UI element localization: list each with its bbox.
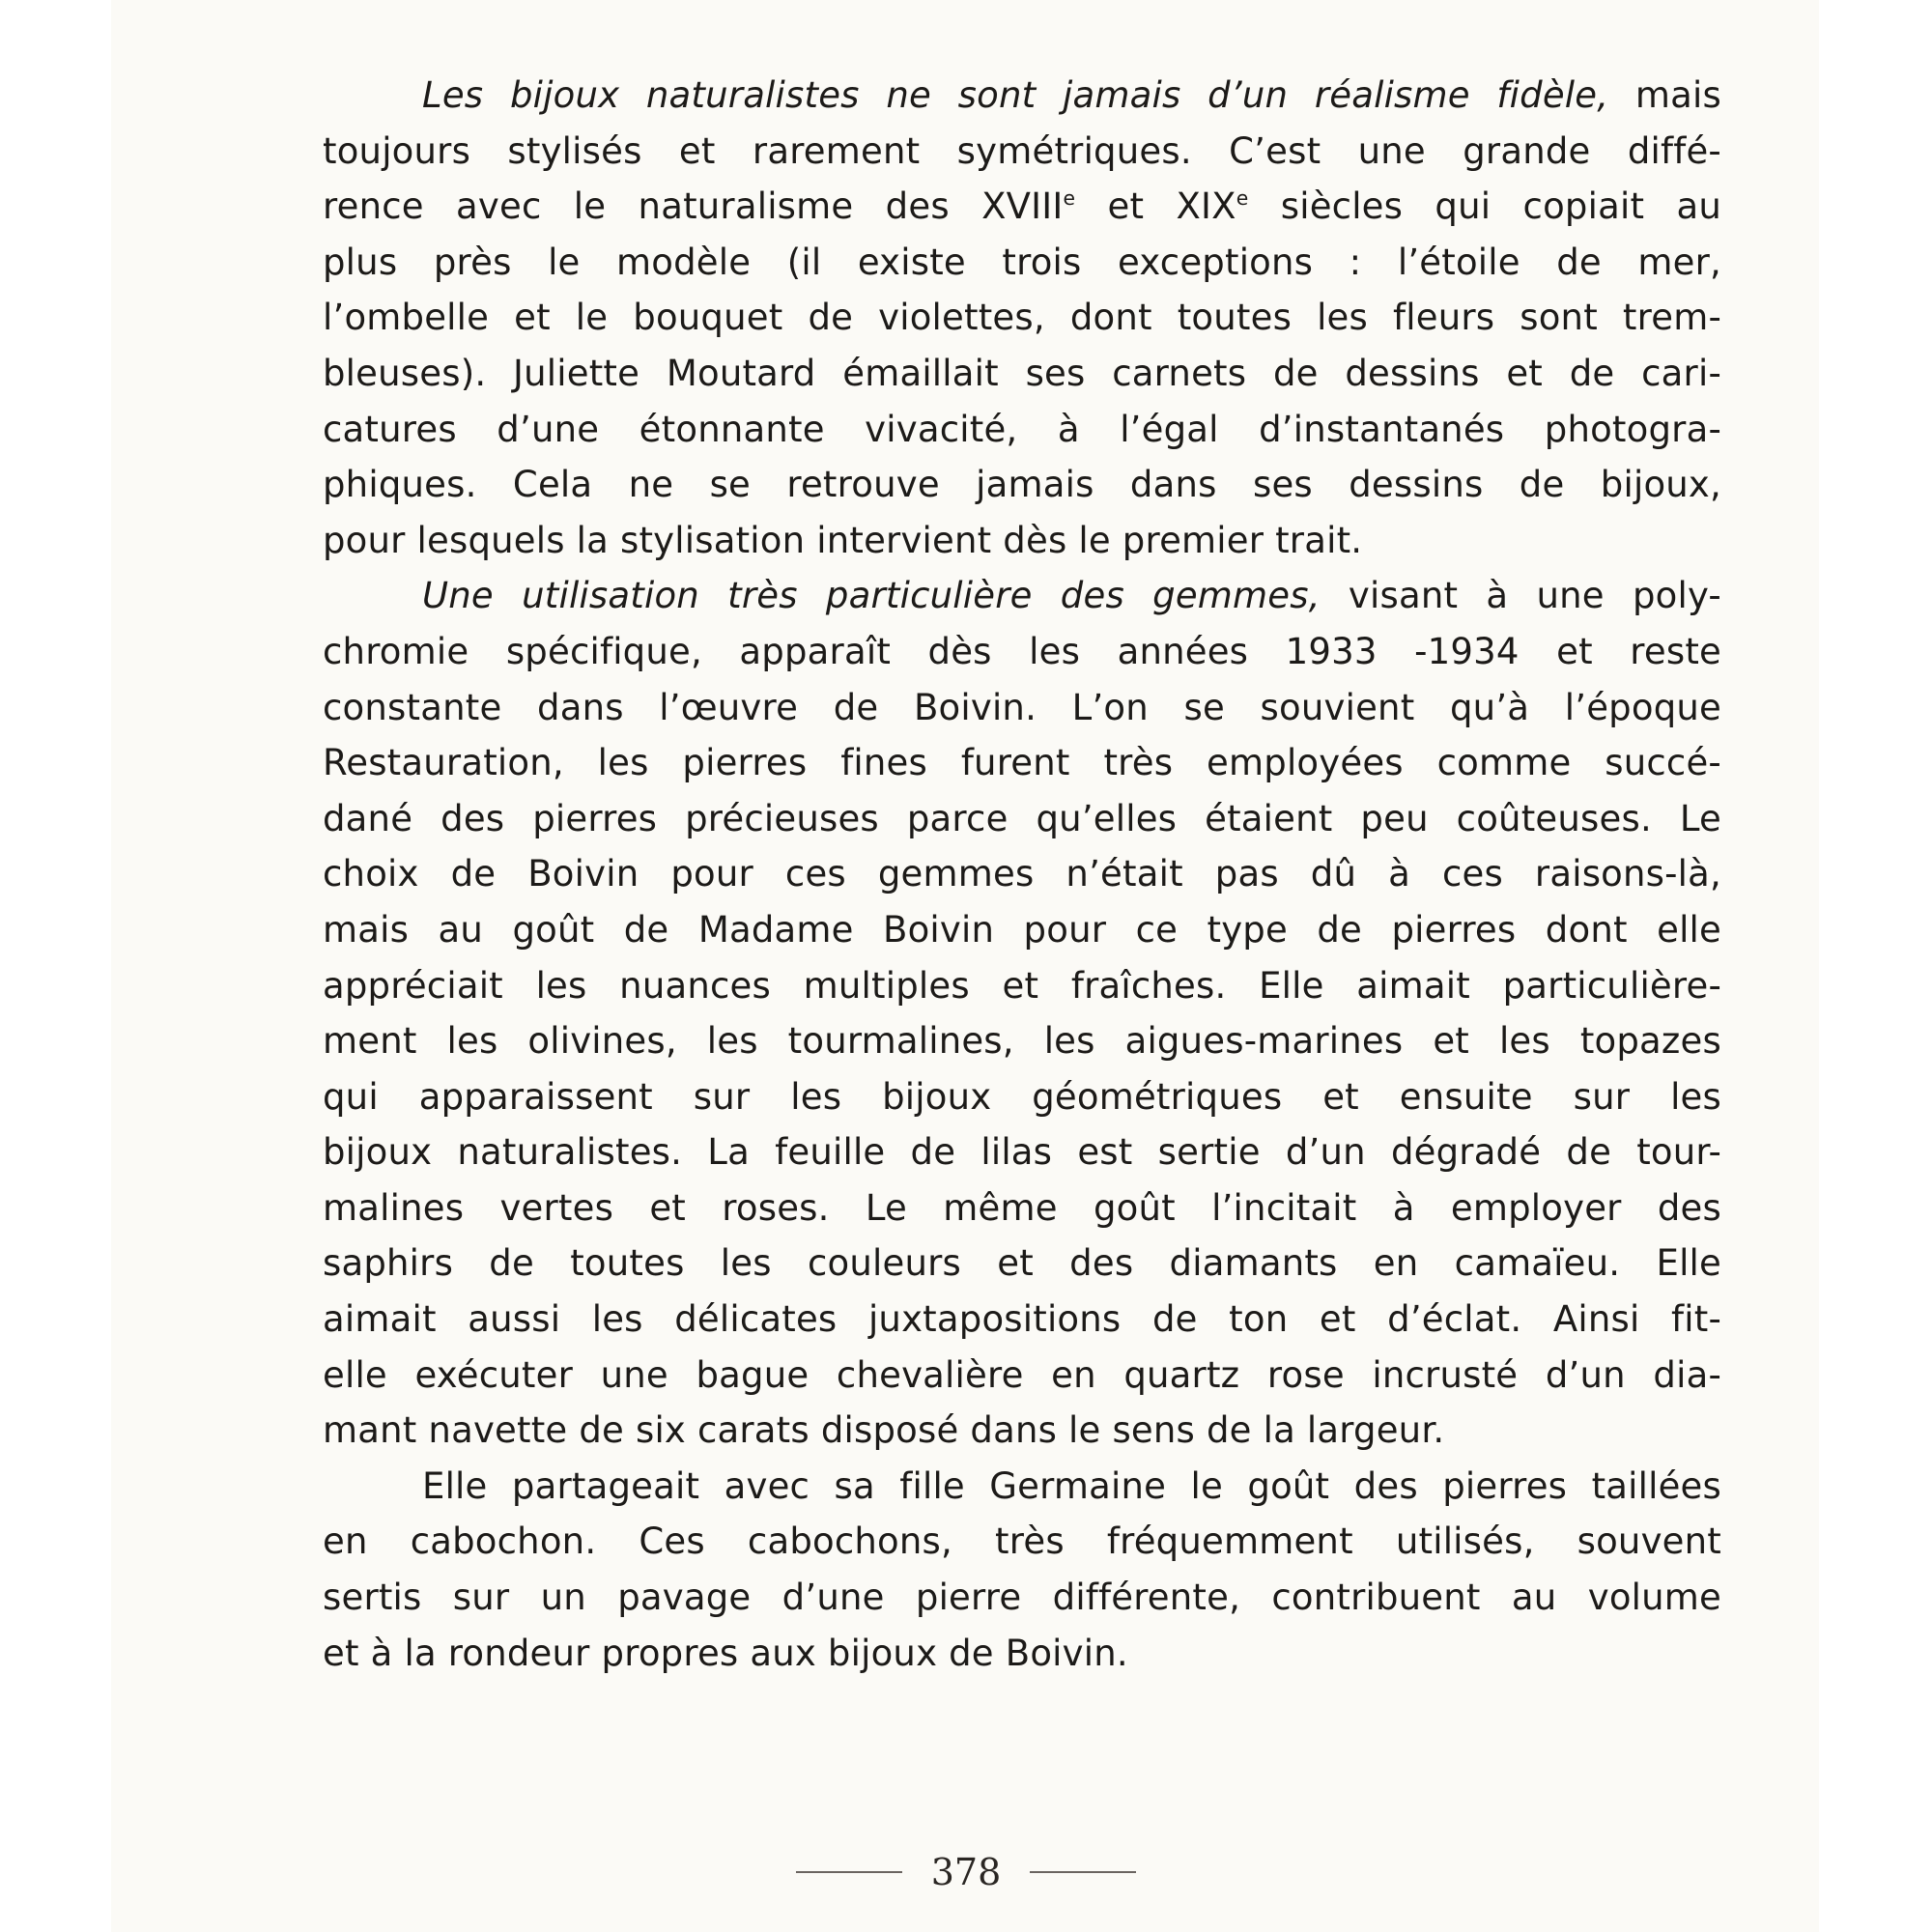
text-line: malines vertes et roses. Le même goût l’incitait à employer des [323,1186,1721,1229]
text-line [323,68,1721,124]
text-line: mais au goût de Madame Boivin pour ce type de pierres dont elle [323,908,1721,951]
text-line: sertis sur un pavage d’une pierre différente, contribuent au volume [323,1577,1721,1619]
italic-lead: Les bijoux naturalistes ne sont jamais d’un réalisme fidèle, [422,74,1609,116]
text-line: Elle partageait avec sa fille Germaine le goût des pierres taillées [422,1464,1721,1507]
page-number: 378 [930,1851,1002,1893]
text-line: toujours stylisés et rarement symétriques. C’est une grande diffé- [323,129,1721,172]
text-line: saphirs de toutes les couleurs et des diamants en camaïeu. Elle [323,1242,1721,1285]
text-line: mant navette de six carats disposé dans le sens de la largeur. [323,1409,1445,1452]
text-line: aimait aussi les délicates juxtapositions de ton et d’éclat. Ainsi fit- [323,1298,1721,1341]
text-line: appréciait les nuances multiples et fraîches. Elle aimait particulière- [323,964,1721,1007]
line-text: siècles qui copiait au [1248,185,1721,228]
line-text: et XIX [1075,185,1236,228]
paragraph-1 [323,68,1721,568]
right-rule [1030,1871,1136,1873]
text-line: catures d’une étonnante vivacité, à l’égal d’instantanés photogra- [323,408,1721,450]
superscript: e [1063,185,1076,210]
paragraph-2 [323,568,1721,1459]
body-text [323,68,1721,1681]
left-rule [796,1871,902,1873]
text-line: bijoux naturalistes. La feuille de lilas est sertie d’un dégradé de tour- [323,1131,1721,1174]
text-line: chromie spécifique, apparaît dès les années 1933 -1934 et reste [323,630,1721,672]
line-text: mais [1608,74,1721,116]
text-line: constante dans l’œuvre de Boivin. L’on se souvient qu’à l’époque [323,686,1721,728]
text-line: bleuses). Juliette Moutard émaillait ses carnets de dessins et de cari- [323,352,1721,394]
text-line: plus près le modèle (il existe trois exceptions : l’étoile de mer, [323,241,1721,283]
text-line: qui apparaissent sur les bijoux géométriques et ensuite sur les [323,1075,1721,1118]
text-line: et à la rondeur propres aux bijoux de Boivin. [323,1632,1128,1674]
text-line: phiques. Cela ne se retrouve jamais dans ses dessins de bijoux, [323,464,1721,506]
text-line: dané des pierres précieuses parce qu’elles étaient peu coûteuses. Le [323,797,1721,839]
text-line [323,568,1721,624]
line-text: visant à une poly- [1320,575,1721,617]
text-line: Restauration, les pierres fines furent très employées comme succé- [323,742,1721,784]
text-line: l’ombelle et le bouquet de violettes, dont toutes les fleurs sont trem- [323,297,1721,339]
text-line: en cabochon. Ces cabochons, très fréquemment utilisés, souvent [323,1520,1721,1563]
paragraph-3 [323,1459,1721,1681]
italic-lead: Une utilisation très particulière des gemmes, [422,575,1321,617]
text-line: choix de Boivin pour ces gemmes n’était pas dû à ces raisons-là, [323,853,1721,895]
text-line: elle exécuter une bague chevalière en quartz rose incrusté d’un dia- [323,1353,1721,1396]
text-line [323,179,1721,235]
text-line: pour lesquels la stylisation intervient dès le premier trait. [323,519,1363,561]
superscript: e [1236,185,1249,210]
page-footer [0,1851,1932,1893]
line-text: rence avec le naturalisme des XVIII [323,185,1064,228]
text-line: ment les olivines, les tourmalines, les aigues-marines et les topazes [323,1020,1721,1063]
